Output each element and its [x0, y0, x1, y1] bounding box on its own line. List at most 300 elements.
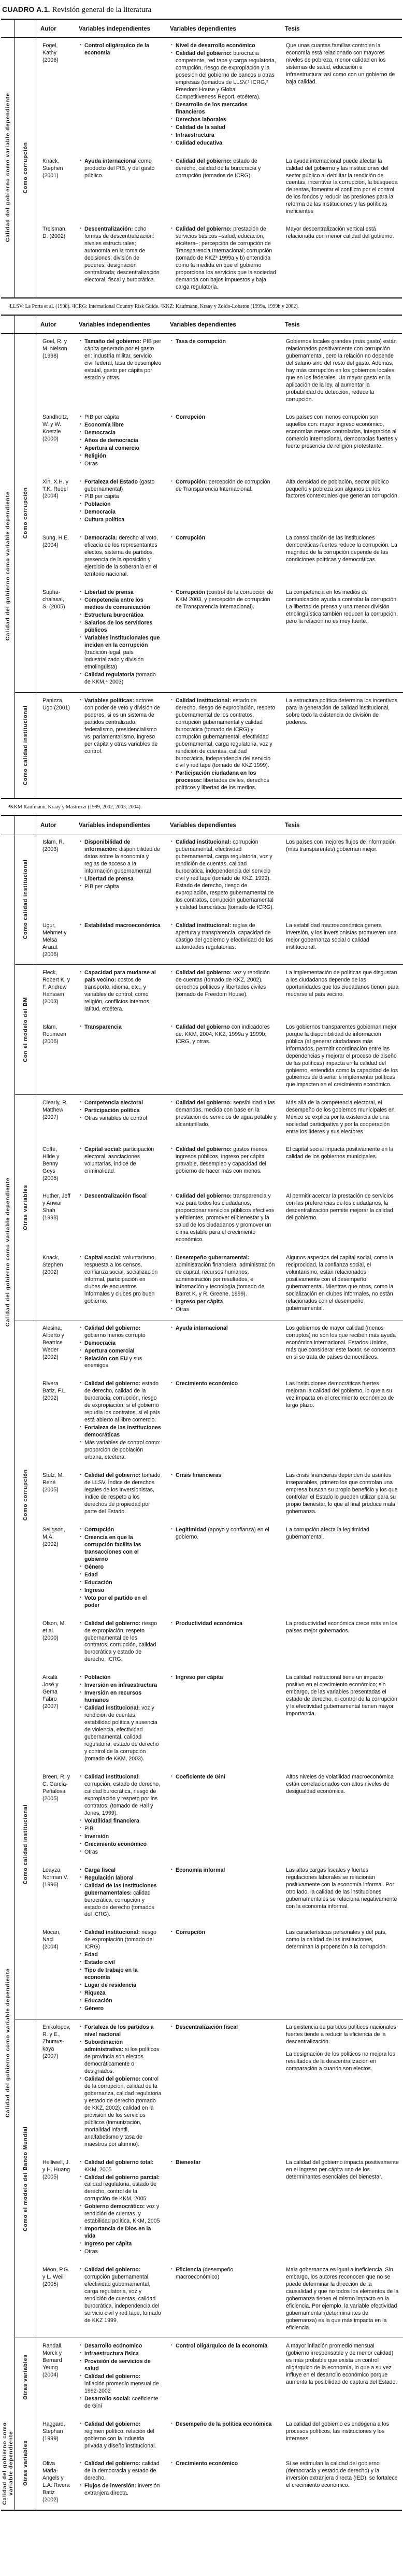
subcategory-inner-cell — [15, 2338, 36, 2416]
tesis-paragraph: La competencia en los medios de comunicación ayuda a controlar la corrupción. La libertad de prensa y una menor división etnolingüística también reducen la corrupción, pero la relación no es muy fuerte. — [286, 589, 398, 625]
column-header-row — [1, 316, 402, 334]
tesis-cell — [281, 1324, 403, 1372]
vd-item-lead: Crecimiento económico — [176, 2460, 238, 2467]
vd-item: · Corrupción (control de la corrupción de KKM 2003, y percepción de corrupción de Transparencia Internacional). — [171, 589, 277, 611]
vi-item: · Calidad institucional: voz y rendición de cuentas, estabilidad política y ausencia de violencia, efectividad gubernamental, calidad regulatoria, estado de derecho y control de la corrupción (tomado de KKM, 2003). — [80, 1705, 162, 1763]
section-rows — [36, 834, 403, 964]
vi-item — [80, 2024, 162, 2039]
vi-item-lead: Edad — [84, 1571, 98, 1578]
vi-item-lead: Calidad del gobierno parcial: — [84, 2174, 160, 2181]
tesis-cell — [281, 2158, 403, 2258]
vi-item: · Disponibilidad de información: disponibilidad de datos sobre la economía y reglas de acceso a la información gubernamental — [80, 839, 162, 875]
vd-item-lead: Calidad del gobierno: — [176, 1146, 232, 1153]
vd-item-lead: Corrupción — [176, 1929, 206, 1936]
vi-item-lead: Apertura al comercio — [84, 445, 139, 451]
vi-item: · Desarrollo social: coeficiente de Gini — [80, 2396, 162, 2410]
subcategory-inner-cell — [15, 965, 36, 1095]
vi-item-lead: Inversión en infraestructura — [84, 1682, 157, 1689]
vi-item — [80, 1587, 162, 1595]
vi-item-lead: Años de democracia — [84, 437, 138, 444]
subcategory-inner-cell — [15, 38, 36, 297]
vd-item — [171, 42, 277, 50]
column-header-vi: Variables independientes — [79, 26, 151, 32]
vi-item — [80, 2005, 162, 2013]
vi-item-lead: Participación política — [84, 1107, 140, 1114]
vd-item-lead: Calidad del gobierno: — [176, 158, 232, 164]
vi-list — [80, 1146, 162, 1175]
variables-dependientes-cell — [166, 921, 281, 960]
vi-item-lead: Calidad del gobierno: — [84, 2373, 141, 2380]
column-header-vi: Variables independientes — [79, 322, 151, 329]
vi-item-lead: Calidad del gobierno total: — [84, 2159, 154, 2166]
vi-item: · Otras variables de control — [80, 1115, 162, 1122]
vi-item: · Capital social: voluntarismo, respuesta a los censos, confianza social, socialización informal, participación en clubes de encuentros informales y clubes pro buen gobierno. — [80, 1255, 162, 1305]
table-row — [36, 1862, 403, 1925]
vi-list — [80, 2267, 162, 2325]
vi-item: · Calidad institucional: corrupción, estado de derecho, calidad burocrática, riesgo de expropiación y respeto por los contratos. (tomado de Hall y Jones, 1999). — [80, 1774, 162, 1817]
vi-item: · Otras — [80, 1849, 162, 1856]
vi-list — [80, 158, 162, 180]
vi-item — [80, 1340, 162, 1347]
vd-item-lead: Desarrollo de los mercados financieros — [176, 101, 248, 115]
vd-list — [171, 2421, 277, 2428]
table-row — [36, 2155, 403, 2262]
variables-dependientes-cell — [166, 2266, 281, 2333]
table-row — [36, 965, 403, 1019]
autor-cell: Stulz, M. René (2005) — [42, 1472, 64, 1493]
variables-independientes-cell — [75, 1254, 166, 1315]
autor-cell: Sandholtz, W. y W. Koetzle (2000) — [42, 414, 69, 442]
variables-independientes-cell — [75, 1099, 166, 1137]
vi-list — [80, 1024, 162, 1031]
autor-cell: Knack, Stephen (2001) — [42, 158, 63, 179]
table-row — [36, 474, 403, 531]
vi-item: · Democracia: derecho al voto, eficacia de los representantes electos, sistema de partidos, presencia de la oposición y ejercicio de la soberanía en el territorio nacional. — [80, 535, 162, 578]
vi-item — [80, 1595, 162, 1610]
variables-dependientes-cell — [166, 2420, 281, 2452]
variables-dependientes-cell — [166, 337, 281, 405]
table-row — [36, 1188, 403, 1250]
vd-list — [171, 1867, 277, 1874]
vd-item-lead: Calidad del gobierno: — [176, 226, 232, 233]
vd-list — [171, 2159, 277, 2167]
variables-dependientes-cell — [166, 969, 281, 1015]
vd-list — [171, 2460, 277, 2468]
variables-independientes-cell — [75, 2023, 166, 2150]
vd-item-lead: Participación ciudadana en los procesos: — [176, 770, 256, 784]
vd-item: · Calidad del gobierno: estado de derecho, calidad de la burocracia y corrupción (tomados de ICRG). — [171, 158, 277, 180]
vd-item-lead: Infraestructura — [176, 132, 214, 138]
tesis-paragraph: La estabilidad macroeconómica genera inversión, y los inversionistas promueven una mejor gobernanza social o calidad institucional. — [286, 922, 397, 950]
vi-item: · Calidad del gobierno: régimen político, relación del gobierno con la industria privada y diseño institucional. — [80, 2421, 162, 2450]
variables-independientes-cell — [75, 225, 166, 293]
vi-item-lead: Creencia en que la corrupción facilita las transacciones con el gobierno — [84, 1534, 141, 1562]
vi-item-lead: Capacidad para mudarse al país vecino: — [84, 969, 156, 983]
vi-item-lead: Regulación laboral — [84, 1874, 134, 1881]
category-outer-cell — [1, 38, 15, 297]
variables-independientes-cell — [75, 41, 166, 149]
vi-item-lead: Economía libre — [84, 421, 124, 428]
table-row — [36, 1095, 403, 1142]
vd-item — [171, 1472, 277, 1479]
vi-list — [80, 1100, 162, 1122]
vi-item-lead: Voto por el partido en el poder — [84, 1595, 147, 1609]
vi-item-lead: Cultura política — [84, 517, 125, 523]
vi-item: · Calidad del gobierno: control de la corrupción, calidad de la gobernanza, calidad regulatoria y estado de derecho (tomado de KKZ, 2002); calidad en la provisión de los servicios públicos (inmunización, mortalidad infantil, analfabetismo y tasa de maestros por alumno). — [80, 2076, 162, 2148]
vd-list — [171, 1100, 277, 1129]
vi-item-lead: Salarios de los servidores públicos — [84, 620, 153, 633]
vi-item: · Calidad del gobierno: tomado de LLSV, Índice de derechos legales de los inversionistas, índice de respeto a los derechos de propiedad por parte del Estado. — [80, 1472, 162, 1516]
tesis-cell — [281, 2266, 403, 2333]
vi-item — [80, 1564, 162, 1571]
subcategory-label: Como corrupción — [22, 487, 28, 539]
vi-item-lead: Calidad de las instituciones gubernamentales: — [84, 1882, 157, 1896]
variables-independientes-cell — [75, 838, 166, 913]
vi-list — [80, 42, 162, 57]
variables-independientes-cell — [75, 337, 166, 405]
vi-item — [80, 1193, 162, 1200]
tesis-paragraph: Las altas cargas fiscales y fuertes regulaciones laborales se relacionan positivamente con la economía informal. Por otro lado, la calidad de las instituciones gubernamentales se relaciona negativamente con la economía informal. — [286, 1867, 397, 1910]
vi-item — [80, 1425, 162, 1439]
vd-list — [171, 1527, 277, 1541]
table-row — [36, 1925, 403, 2019]
vd-list — [171, 922, 277, 951]
tesis-cell — [281, 2023, 403, 2150]
vi-item — [80, 1107, 162, 1115]
header-spacer-outer — [1, 20, 15, 37]
vi-item — [80, 876, 162, 883]
category-outer-label: Calidad del gobierno como variable dependiente — [4, 1968, 11, 2118]
variables-independientes-cell — [75, 1928, 166, 2014]
variables-dependientes-cell — [166, 41, 281, 149]
vd-item-lead: Ayuda internacional — [176, 1325, 228, 1331]
variables-dependientes-cell — [166, 696, 281, 794]
tesis-cell — [281, 1928, 403, 2014]
tesis-cell — [281, 1866, 403, 1920]
vi-item — [80, 1952, 162, 1959]
category-group-body — [15, 334, 403, 798]
table-footnote: ⁴KKM Kaufmann, Kraay y Mastruzzi (1999, 2002, 2003, 2004). — [8, 804, 142, 810]
vi-item — [80, 509, 162, 516]
table-row — [36, 409, 403, 474]
variables-dependientes-cell — [166, 2459, 281, 2505]
vi-item: · PIB per cápita — [80, 414, 162, 421]
autor-cell: Islam, R. (2003) — [42, 839, 64, 853]
autor-cell: Islam, Roumeen (2006) — [42, 1023, 66, 1045]
vd-item: · Participación ciudadana en los procesos: libertades civiles, derechos políticos y libertad de los medios. — [171, 770, 277, 792]
section-rows — [36, 334, 403, 692]
subcategory-section — [15, 2019, 403, 2338]
vi-list — [80, 1193, 162, 1200]
tesis-cell — [281, 969, 403, 1015]
vi-list — [80, 922, 162, 930]
vi-item-lead: Inversión en recursos humanos — [84, 1690, 142, 1704]
subcategory-inner-cell — [15, 1320, 36, 1670]
autor-cell: Enikolopov, R. y E., Zhuravskaya (2007) — [42, 2024, 70, 2059]
category-outer-label: Calidad del gobierno como variable dependiente — [4, 491, 11, 641]
variables-independientes-cell — [75, 2158, 166, 2258]
table-row — [36, 918, 403, 964]
vi-list — [80, 1472, 162, 1516]
vi-item-lead: Calidad del gobierno: — [84, 1325, 141, 1331]
variables-dependientes-cell — [166, 1619, 281, 1666]
vi-item-lead: Calidad del gobierno: — [84, 2421, 141, 2427]
vi-list — [80, 1674, 162, 1763]
variables-independientes-cell — [75, 1023, 166, 1090]
autor-cell: Randall, Morck y Bernard Yeung (2004) — [42, 2342, 63, 2378]
vi-item: · Tamaño del gobierno: PIB per cápita generado por el gasto en: industria militar, servicio civil federal, tasa de desempleo estatal, gasto per cápita por estado y otras. — [80, 338, 162, 382]
vi-list — [80, 839, 162, 891]
tesis-paragraph: Los gobiernos de mayor calidad (menos corruptos) no son los que reciben más ayuda económica internacional. Estados Unidos, más que considerar este factor, se concentra en si se trata de países democráticos. — [286, 1325, 396, 1360]
vi-item: · Calidad del gobierno total: KKM, 2005 — [80, 2159, 162, 2174]
subcategory-label: Otras variables — [22, 2440, 28, 2486]
vi-list — [80, 2343, 162, 2410]
table-row — [36, 834, 403, 918]
tesis-cell — [281, 534, 403, 580]
tesis-cell — [281, 2342, 403, 2412]
subcategory-section — [15, 38, 403, 297]
vd-item-lead: Ingreso per cápita — [176, 1298, 223, 1305]
subcategory-section — [15, 1094, 403, 1319]
subcategory-label: Como calidad institucional — [22, 859, 28, 940]
vd-item — [171, 1674, 277, 1682]
vd-item — [171, 2421, 277, 2428]
vi-item-lead: Inversión — [84, 1833, 109, 1840]
variables-independientes-cell — [75, 478, 166, 526]
vi-item-lead: Crecimiento económico — [84, 1841, 147, 1847]
variables-independientes-cell — [75, 1866, 166, 1920]
variables-independientes-cell — [75, 1673, 166, 1764]
vd-item — [171, 1774, 277, 1781]
autor-cell: Breen, R. y C. García-Peñalosa (2005) — [42, 1774, 70, 1802]
vi-item-lead: Fortaleza de los partidos a nivel nacional — [84, 2024, 154, 2038]
variables-dependientes-cell — [166, 1324, 281, 1372]
variables-independientes-cell — [75, 2266, 166, 2333]
subcategory-inner-cell — [15, 1670, 36, 2019]
autor-cell: Mocan, Naci (2004) — [42, 1929, 61, 1951]
column-header-tesis: Tesis — [285, 822, 300, 829]
subcategory-section — [15, 2416, 403, 2510]
tesis-cell — [281, 1099, 403, 1137]
vi-item — [80, 922, 162, 930]
vi-item-lead: Ingreso per cápita — [84, 2241, 132, 2247]
vi-list — [80, 589, 162, 686]
vi-item: · Fortaleza del Estado (gasto gubernamental) — [80, 479, 162, 493]
column-header-tesis: Tesis — [285, 322, 300, 329]
vd-list — [171, 42, 277, 147]
variables-dependientes-cell — [166, 1099, 281, 1137]
vd-item-lead: Descentralización fiscal — [176, 2024, 238, 2031]
vi-item: · Flujos de inversión: inversión extranjera directa. — [80, 2483, 162, 2497]
section-rows — [36, 965, 403, 1095]
vd-item — [171, 1867, 277, 1874]
vi-list — [80, 1325, 162, 1370]
vi-item: · Capacidad para mudarse al país vecino: costos de transporte, idioma, etc., y variables de control, como religión, conflictos internos, latitud, etcétera. — [80, 970, 162, 1013]
vd-item: · Corrupción: percepción de corrupción de Transparencia Internacional. — [171, 479, 277, 493]
column-header-autor: Autor — [40, 322, 56, 329]
vd-item: · Calidad del gobierno: transparencia y voz para todos los ciudadanos, proporcionar servicios públicos efectivos y eficientes, promover el bienestar y la salud de los ciudadanos y promover un clima estable para el crecimiento económico. — [171, 1193, 277, 1244]
category-outer-cell — [1, 1670, 15, 2416]
autor-cell: Clearly, R. Matthew (2007) — [42, 1100, 68, 1121]
vi-item-lead: Capital social: — [84, 1254, 122, 1261]
vd-item-lead: Crecimiento económico — [176, 1380, 238, 1387]
tesis-cell — [281, 478, 403, 526]
category-group — [1, 38, 402, 297]
tesis-paragraph: Mayor descentralización vertical está relacionada con menor calidad del gobierno. — [286, 226, 394, 240]
vi-item-lead: Variables políticas: — [84, 697, 134, 704]
autor-cell: Méon, P.G. y L. Weill (2005) — [42, 2267, 70, 2288]
vi-item — [80, 1967, 162, 1982]
vd-list — [171, 2267, 277, 2281]
vi-item-lead: Estado civil — [84, 1959, 115, 1966]
table-row — [36, 1522, 403, 1616]
vi-item: · Calidad del gobierno: estado de derecho, calidad de la burocracia, corrupción, riesgo de expropiación, si el gobierno repudia los contratos, si el país está abierto al libre comercio. — [80, 1380, 162, 1424]
vd-item — [171, 2343, 277, 2350]
vi-item — [80, 1348, 162, 1355]
vd-item — [171, 1299, 277, 1306]
vd-item: · Calidad del gobierno: gastos menos ingresos públicos, ingreso per cápita gravable, desempleo y capacidad del gobierno de hacer más con menos. — [171, 1146, 277, 1175]
category-outer-label: Calidad del gobierno como variable dependiente — [4, 93, 11, 243]
vd-item: · Eficiencia (desempeño macroeconómico) — [171, 2267, 277, 2281]
autor-cell: Loayza, Norman V. (1996) — [42, 1867, 68, 1888]
variables-independientes-cell — [75, 1471, 166, 1517]
vi-item-lead: Disponibilidad de información: — [84, 839, 131, 853]
subcategory-inner-cell — [15, 1095, 36, 1319]
vi-item-lead: Calidad del gobierno: — [84, 1620, 141, 1627]
vi-item — [80, 445, 162, 452]
vi-item: · Otras — [80, 461, 162, 468]
table-row — [36, 1142, 403, 1188]
column-header-tesis: Tesis — [285, 26, 300, 32]
vi-item — [80, 2358, 162, 2373]
vd-item — [171, 102, 277, 116]
variables-dependientes-cell — [166, 2023, 281, 2150]
variables-dependientes-cell — [166, 1673, 281, 1764]
vd-item: · Otras — [171, 1306, 277, 1314]
vi-item-lead: Infraestructura física — [84, 2350, 139, 2357]
vi-item-lead: Riqueza — [84, 1990, 106, 1997]
vd-item-lead: Desempeño de la política económica — [176, 2421, 272, 2427]
tesis-paragraph: Más allá de la competencia electoral, el desempeño de los gobiernos municipales en México se explica por la existencia de una sociedad participativa y por la cooperación entre los líderes y sus electores. — [286, 1100, 395, 1135]
subcategory-label: Como corrupción — [22, 1469, 28, 1521]
vi-item-lead: Calidad institucional: — [84, 1705, 140, 1712]
vi-item-lead: Variables institucionales que inciden en la corrupción — [84, 634, 160, 648]
vd-list — [171, 1325, 277, 1332]
vd-item-lead: Corrupción — [176, 589, 206, 596]
tesis-paragraph: La corrupción afecta la legitimidad gubernamental. — [286, 1526, 369, 1540]
variables-dependientes-cell — [166, 413, 281, 469]
vd-item — [171, 2460, 277, 2468]
variables-dependientes-cell — [166, 1145, 281, 1184]
table-row — [36, 2456, 403, 2510]
subcategory-inner-cell — [15, 693, 36, 799]
tesis-paragraph: Las instituciones democráticas fuertes mejoran la calidad del gobierno, lo que a su vez impacta en el crecimiento económico de largo plazo. — [286, 1380, 394, 1409]
vd-item-lead: Calidad del gobierno: — [176, 1100, 232, 1106]
vi-item: · Calidad regulatoria (tomado de KKM,⁴ 2003) — [80, 672, 162, 686]
vi-item-lead: Fortaleza de las instituciones democráticas — [84, 1425, 161, 1439]
section-rows — [36, 1320, 403, 1670]
variables-dependientes-cell — [166, 1526, 281, 1611]
table-row — [36, 38, 403, 153]
category-group — [1, 834, 402, 1670]
variables-dependientes-cell — [166, 1023, 281, 1090]
vi-item — [80, 1959, 162, 1967]
vi-list — [80, 1867, 162, 1919]
vd-item — [171, 1325, 277, 1332]
vi-item — [80, 1998, 162, 2005]
vi-item-lead: Educación — [84, 1579, 112, 1586]
vd-item — [171, 1929, 277, 1937]
column-header-vd: Variables dependientes — [170, 322, 236, 329]
vi-item-lead: Democracia — [84, 1340, 116, 1346]
tesis-paragraph: La calidad del gobierno impacta positivamente en el ingreso per cápita uno de los determinantes esenciales del bienestar. — [286, 2159, 399, 2180]
tesis-paragraph: Al permitir acercar la prestación de servicios con las preferencias de los ciudadanos, la descentralización permite mejorar la calidad del gobierno. — [286, 1193, 394, 1221]
variables-independientes-cell — [75, 2459, 166, 2505]
tesis-paragraph: Las características personales y del país, como la calidad de las instituciones, determinan la propensión a la corrupción. — [286, 1929, 387, 1951]
table-title — [2, 5, 402, 15]
vi-item-lead: Flujos de inversión: — [84, 2483, 137, 2489]
subcategory-inner-cell — [15, 834, 36, 964]
table-row — [36, 1468, 403, 1522]
header-spacer-inner — [15, 816, 36, 834]
vd-list — [171, 479, 277, 493]
vd-list — [171, 1146, 277, 1175]
variables-independientes-cell — [75, 1145, 166, 1184]
vi-list — [80, 1774, 162, 1856]
variables-dependientes-cell — [166, 588, 281, 688]
vi-item — [80, 1534, 162, 1563]
vi-item — [80, 1690, 162, 1704]
vi-item: · Gobierno democrático: voz y rendición de cuentas, y estabilidad política, KKM, 2005 — [80, 2203, 162, 2225]
tesis-cell — [281, 1773, 403, 1858]
vd-item — [171, 124, 277, 132]
category-outer-cell — [1, 834, 15, 1670]
vi-item — [80, 1867, 162, 1874]
subcategory-section — [15, 1670, 403, 2019]
category-outer-label: Calidad del gobierno como variable dependiente — [4, 1177, 11, 1327]
vi-item: · Otras — [80, 2248, 162, 2256]
vi-item — [80, 517, 162, 524]
variables-independientes-cell — [75, 413, 166, 469]
vd-item — [171, 117, 277, 124]
variables-independientes-cell — [75, 157, 166, 217]
table-number: CUADRO A.1. — [2, 5, 50, 13]
subcategory-label: Como calidad institucional — [22, 705, 28, 786]
variables-dependientes-cell — [166, 838, 281, 913]
literature-table-3 — [1, 815, 402, 2511]
vi-item — [80, 42, 162, 57]
table-row — [36, 1019, 403, 1095]
section-rows — [36, 1670, 403, 2019]
vd-item-lead: Coeficiente de Gini — [176, 1774, 225, 1780]
tesis-paragraph: Los gobiernos transparentes gobiernan mejor porque la disponibilidad de información pública (al generar ciudadanos más informados, permitir coordinación entre las dependencias y mejorar el proceso de diseño de las políticas) impacta en la calidad del gobierno, entendida como la capacidad de los gobiernos de diseñar e implementar políticas que impacten en el crecimiento económico. — [286, 1023, 398, 1088]
vd-item — [171, 338, 277, 346]
vd-item: · Calidad del gobierno con indicadores de: KKM, 2004; KKZ, 1999a y 1999b; ICRG, y otras. — [171, 1024, 277, 1046]
vi-item-lead: Volatilidad financiera — [84, 1817, 139, 1824]
tesis-cell — [281, 838, 403, 913]
autor-cell: Suphachalasai, S. (2005) — [42, 589, 65, 610]
column-header-row — [1, 20, 402, 38]
subcategory-section — [15, 964, 403, 1095]
autor-cell: Alesina, Alberto y Beatrice Weder (2002) — [42, 1325, 64, 1360]
vd-item: · Calidad institucional: estado de derecho, riesgo de expropiación, respeto gubernamental de los contratos, corrupción gubernamental y calidad burocrática (tomado de ICRG) y corrupción gubernamental, efectividad gubernamental, carga regulatoria, voz y rendición de cuentas, calidad burocrática, independencia del servicio civil y red tape (tomado de KKZ 1999). — [171, 698, 277, 770]
vd-item-lead: Legitimidad — [176, 1526, 207, 1533]
vd-list — [171, 338, 277, 346]
tesis-cell — [281, 1254, 403, 1315]
vi-item: · Descentralización: ocho formas de descentralización: niveles estructurales; autonomía en la toma de decisiones; división de poderes; designación centralizada; descentralización electoral, fiscal y burocrática. — [80, 226, 162, 284]
table-row — [36, 153, 403, 222]
table-row — [36, 221, 403, 297]
